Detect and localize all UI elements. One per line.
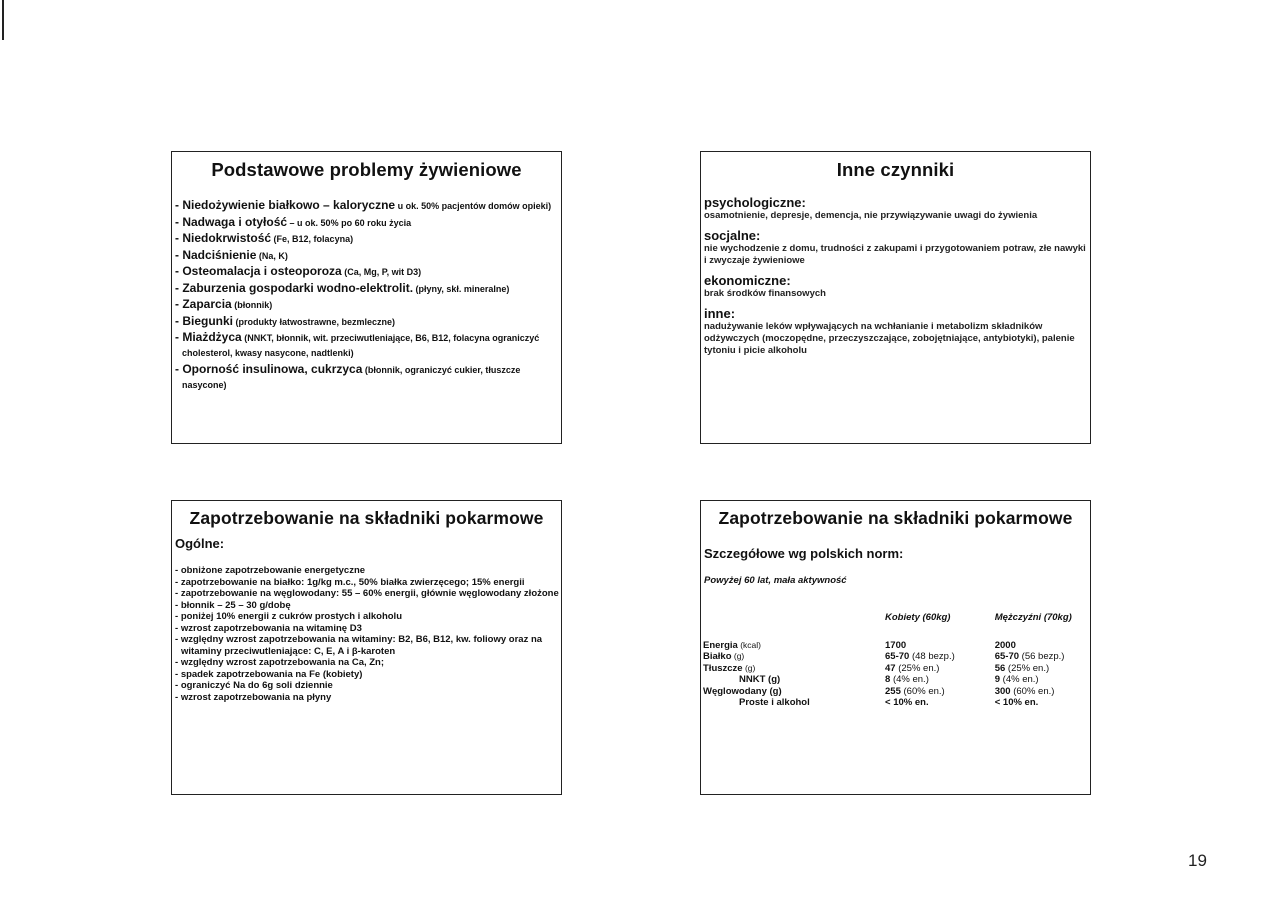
women-value [885,663,995,675]
value: 65-70 [885,651,910,662]
list-item: - Zaparcia (błonnik) [175,297,273,311]
factor-text: nie wychodzenie z domu, trudności z zakupami i przygotowaniem potraw, złe nawyki i zwyczaje żywieniowe [704,243,1086,266]
list-item: - Niedokrwistość (Fe, B12, folacyna) [175,231,354,245]
requirement-text: względny wzrost zapotrzebowania na witaminy: B2, B6, B12, kw. foliowy oraz na witaminy przeciwutleniające: C, E, A i β-karoten [180,634,543,657]
requirement-text: względny wzrost zapotrzebowania na Ca, Zn; [180,657,385,668]
value: 56 [994,662,1006,674]
factor-heading: psychologiczne: [704,195,806,210]
value: 255 [885,685,901,697]
list-item: - poniżej 10% energii z cukrów prostych i alkoholu [175,611,402,622]
requirement-text: zapotrzebowanie na białko: 1g/kg m.c., 50% białka zwierzęcego; 15% energii [180,576,525,588]
men-value [995,663,1090,675]
nutrient-label [703,674,885,686]
problem-name: Zaparcia [182,297,232,311]
slide-subheading: Ogólne: [175,536,225,551]
problem-name: Biegunki [182,313,234,328]
factor-section [704,306,1090,357]
problem-note: (płyny, skł. mineralne) [413,283,510,294]
nutrient-name: NNKT (g) [739,674,781,685]
requirement-text: wzrost zapotrzebowania na płyny [180,691,332,703]
requirement-text: ograniczyć Na do 6g soli dziennie [180,680,333,691]
list-item: - Miażdżyca (NNKT, błonnik, wit. przeciwutleniające, B6, B12, folacyna ograniczyć cholesterol, kwasy nasycone, nadtlenki) [175,330,540,358]
list-item: - Osteomalacja i osteoporoza (Ca, Mg, P, wit D3) [175,264,422,278]
men-value [995,651,1090,663]
norms-table [703,612,1090,709]
table-row [703,651,1090,663]
value: 1700 [885,639,907,651]
women-value [885,697,995,709]
men-value [995,640,1090,652]
list-item: - zapotrzebowanie na węglowodany: 55 – 60% energii, głównie węglowodany złożone [175,588,559,599]
problem-note: (Fe, B12, folacyna) [271,234,354,244]
column-header: Mężczyźni (70kg) [994,612,1072,623]
nutrient-name: Energia [703,639,738,651]
problem-name: Osteomalacja i osteoporoza [182,264,342,278]
nutrient-label [703,663,885,675]
factor-heading: inne: [704,306,736,321]
requirements-list [174,565,561,703]
slide-title: Zapotrzebowanie na składniki pokarmowe [718,508,1073,528]
list-item: - ograniczyć Na do 6g soli dziennie [175,680,333,691]
page-number: 19 [1188,851,1207,870]
value-detail: (25% en.) [895,662,940,674]
nutrient-unit: (kcal) [737,639,761,650]
problem-name: Nadwaga i otyłość [182,214,288,229]
factor-section [704,195,1090,222]
slide-other-factors [700,151,1091,444]
problem-name: Zaburzenia gospodarki wodno-elektrolit. [182,280,414,295]
list-item: - Niedożywienie białkowo – kaloryczne u ok. 50% pacjentów domów opieki) [175,198,552,212]
column-header: Kobiety (60kg) [885,612,951,623]
problem-note: (Na, K) [256,250,288,261]
problems-list [174,198,561,392]
problem-name: Niedokrwistość [182,231,272,245]
problem-name: Nadciśnienie [182,247,257,262]
list-item: - Biegunki (produkty łatwostrawne, bezmleczne) [175,313,396,328]
men-value [995,697,1090,709]
table-header-row [703,612,1090,640]
factors-sections [701,195,1090,357]
nutrient-unit: (g) [731,651,745,661]
nutrient-name: Białko [703,651,732,662]
nutrient-name: Węglowodany (g) [703,685,782,697]
value: 8 [885,674,891,685]
table-row [703,663,1090,675]
list-item: - Zaburzenia gospodarki wodno-elektrolit. (płyny, skł. mineralne) [175,280,510,295]
table-row [703,674,1090,686]
table-row [703,686,1090,698]
value-detail: (25% en.) [1005,662,1050,674]
table-row [703,640,1090,652]
value: 65-70 [994,651,1020,662]
list-item: - względny wzrost zapotrzebowania na Ca, Zn; [175,657,385,668]
value: 47 [885,662,896,674]
problem-note: (Ca, Mg, P, wit D3) [341,267,422,277]
list-item: - Oporność insulinowa, cukrzyca (błonnik, ograniczyć cukier, tłuszcze nasycone) [175,361,521,390]
list-item: - Nadciśnienie (Na, K) [175,247,288,262]
list-item: - spadek zapotrzebowania na Fe (kobiety) [175,668,363,680]
value-detail: (4% en.) [890,674,929,685]
slide-detailed-requirements [700,500,1091,795]
requirement-text: spadek zapotrzebowania na Fe (kobiety) [180,668,363,680]
requirement-text: zapotrzebowanie na węglowodany: 55 – 60% energii, głównie węglowodany złożone [180,588,559,599]
value-detail: (56 bezp.) [1019,651,1065,662]
women-value [885,686,995,698]
slide-title: Zapotrzebowanie na składniki pokarmowe [189,508,544,528]
list-item: - zapotrzebowanie na białko: 1g/kg m.c., 50% białka zwierzęcego; 15% energii [175,576,525,588]
slide-general-requirements [171,500,562,795]
problem-name: Oporność insulinowa, cukrzyca [182,361,363,376]
value: 300 [994,685,1011,697]
list-item: - wzrost zapotrzebowania na witaminę D3 [175,622,362,634]
value-detail: (48 bezp.) [909,651,955,662]
problem-note: (produkty łatwostrawne, bezmleczne) [233,316,396,327]
problem-name: Miażdżyca [182,330,242,344]
nutrient-label [703,697,885,709]
nutrient-name: Tłuszcze [703,662,743,674]
value: 9 [994,674,1001,685]
factor-text: brak środków finansowych [704,288,826,299]
women-value [885,674,995,686]
slide-subheading: Szczegółowe wg polskich norm: [704,546,904,561]
factor-heading: ekonomiczne: [704,273,791,288]
requirement-text: wzrost zapotrzebowania na witaminę D3 [180,622,362,634]
nutrient-label [703,640,885,652]
slide-title: Podstawowe problemy żywieniowe [211,159,522,180]
value-detail: (60% en.) [900,685,945,697]
value-detail: (4% en.) [1000,674,1039,685]
women-value [885,640,995,652]
requirement-text: błonnik – 25 – 30 g/dobę [180,599,291,611]
problem-note: (błonnik) [231,300,273,310]
requirement-text: obniżone zapotrzebowanie energetyczne [180,565,366,576]
value: < 10% en. [885,697,929,708]
factor-heading: socjalne: [704,228,761,243]
men-value [995,674,1090,686]
nutrient-label [703,651,885,663]
problem-note: u ok. 50% pacjentów domów opieki) [395,201,552,211]
value: < 10% en. [994,697,1039,708]
nutrient-unit: (g) [742,662,756,673]
table-row [703,697,1090,709]
column-header [703,612,885,640]
factor-section [704,273,1090,300]
factor-text: nadużywanie leków wpływających na wchłanianie i metabolizm składników odżywczych (moczopędne, przeczyszczające, zobojętniające, antybiotyki), palenie tytoniu i picie alkoholu [704,321,1075,356]
requirement-text: poniżej 10% energii z cukrów prostych i alkoholu [180,611,402,622]
list-item: - obniżone zapotrzebowanie energetyczne [175,565,366,576]
list-item: - Nadwaga i otyłość – u ok. 50% po 60 roku życia [175,214,412,229]
slide-basic-nutrition-problems [171,151,562,444]
problem-note: (NNKT, błonnik, wit. przeciwutleniające, B6, B12, folacyna ograniczyć cholesterol, kwasy nasycone, nadtlenki) [182,333,540,358]
value: 2000 [994,639,1016,651]
list-item: - wzrost zapotrzebowania na płyny [175,691,332,703]
problem-name: Niedożywienie białkowo – kaloryczne [182,198,396,212]
women-value [885,651,995,663]
age-activity-condition: Powyżej 60 lat, mała aktywność [704,575,847,586]
list-item: - względny wzrost zapotrzebowania na witaminy: B2, B6, B12, kw. foliowy oraz na witaminy przeciwutleniające: C, E, A i β-karoten [175,634,543,657]
problem-note: (błonnik, ograniczyć cukier, tłuszcze nasycone) [182,364,521,390]
men-value [995,686,1090,698]
factor-section [704,228,1090,267]
factor-text: osamotnienie, depresje, demencja, nie przywiązywanie uwagi do żywienia [704,210,1038,221]
slide-title: Inne czynniki [836,159,955,180]
value-detail: (60% en.) [1010,685,1055,697]
problem-note: – u ok. 50% po 60 roku życia [287,217,412,228]
nutrient-name: Proste i alkohol [739,697,810,708]
page-edge-rule [2,0,4,40]
list-item: - błonnik – 25 – 30 g/dobę [175,599,291,611]
nutrient-label [703,686,885,698]
